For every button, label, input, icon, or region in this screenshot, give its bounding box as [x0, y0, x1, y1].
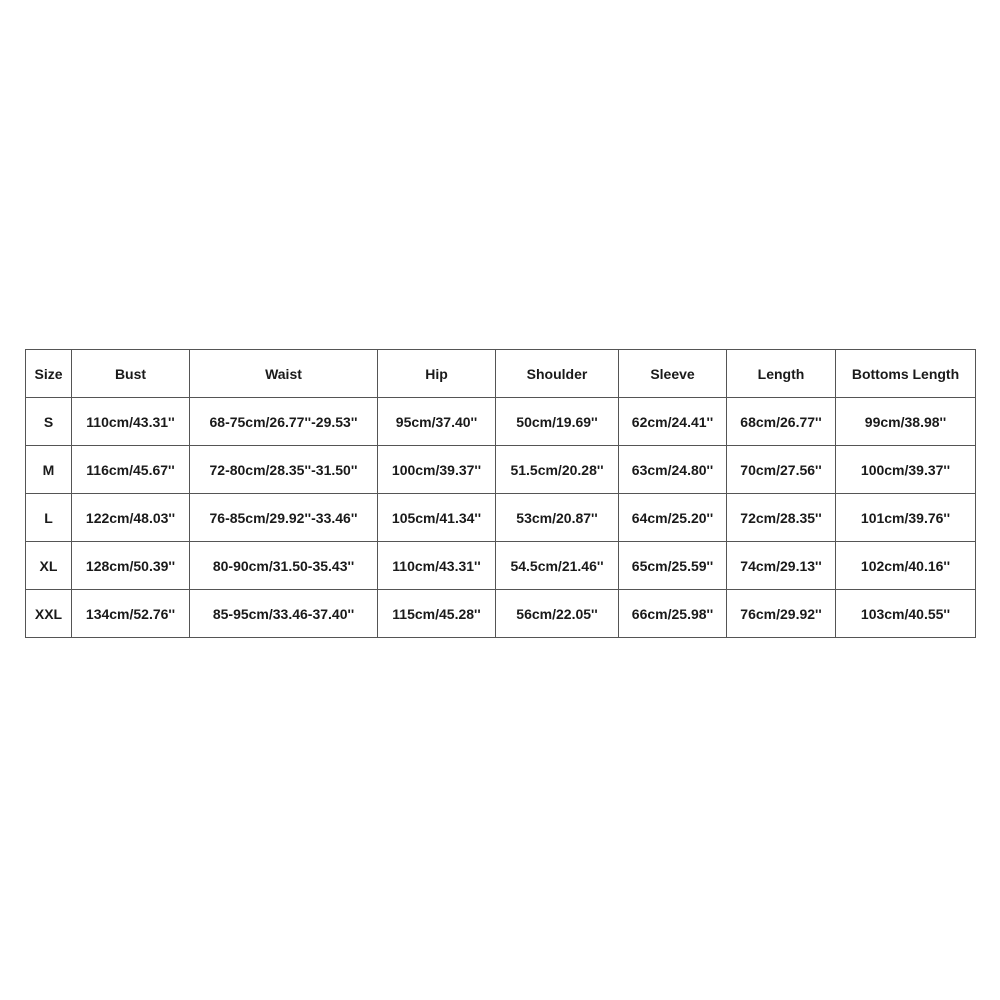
header-length: Length	[727, 350, 836, 398]
table-cell: 95cm/37.40''	[378, 398, 496, 446]
table-cell: S	[26, 398, 72, 446]
table-cell: 72cm/28.35''	[727, 494, 836, 542]
table-cell: 102cm/40.16''	[836, 542, 976, 590]
table-cell: 110cm/43.31''	[378, 542, 496, 590]
table-cell: 72-80cm/28.35''-31.50''	[190, 446, 378, 494]
table-cell: XXL	[26, 590, 72, 638]
size-chart-table	[25, 349, 976, 638]
table-row	[26, 494, 976, 542]
table-cell: 74cm/29.13''	[727, 542, 836, 590]
table-cell: 50cm/19.69''	[496, 398, 619, 446]
table-cell: 66cm/25.98''	[619, 590, 727, 638]
header-hip: Hip	[378, 350, 496, 398]
table-cell: L	[26, 494, 72, 542]
table-cell: M	[26, 446, 72, 494]
table-cell: 76cm/29.92''	[727, 590, 836, 638]
table-cell: 122cm/48.03''	[72, 494, 190, 542]
table-cell: 85-95cm/33.46-37.40''	[190, 590, 378, 638]
table-row	[26, 446, 976, 494]
table-cell: 116cm/45.67''	[72, 446, 190, 494]
header-waist: Waist	[190, 350, 378, 398]
table-row	[26, 398, 976, 446]
table-header-row	[26, 350, 976, 398]
table-cell: 51.5cm/20.28''	[496, 446, 619, 494]
table-cell: 80-90cm/31.50-35.43''	[190, 542, 378, 590]
table-cell: 53cm/20.87''	[496, 494, 619, 542]
table-cell: 62cm/24.41''	[619, 398, 727, 446]
table-cell: 100cm/39.37''	[836, 446, 976, 494]
header-bottoms-length: Bottoms Length	[836, 350, 976, 398]
table-cell: 115cm/45.28''	[378, 590, 496, 638]
table-row	[26, 590, 976, 638]
table-cell: 128cm/50.39''	[72, 542, 190, 590]
table-cell: 54.5cm/21.46''	[496, 542, 619, 590]
table-cell: 134cm/52.76''	[72, 590, 190, 638]
table-cell: 101cm/39.76''	[836, 494, 976, 542]
table-cell: 99cm/38.98''	[836, 398, 976, 446]
table-cell: 64cm/25.20''	[619, 494, 727, 542]
table-cell: 68-75cm/26.77''-29.53''	[190, 398, 378, 446]
table-cell: 110cm/43.31''	[72, 398, 190, 446]
table-cell: 65cm/25.59''	[619, 542, 727, 590]
table-row	[26, 542, 976, 590]
table-cell: 56cm/22.05''	[496, 590, 619, 638]
table-cell: 76-85cm/29.92''-33.46''	[190, 494, 378, 542]
header-sleeve: Sleeve	[619, 350, 727, 398]
table-cell: 70cm/27.56''	[727, 446, 836, 494]
header-size: Size	[26, 350, 72, 398]
table-cell: 105cm/41.34''	[378, 494, 496, 542]
table-cell: 103cm/40.55''	[836, 590, 976, 638]
header-bust: Bust	[72, 350, 190, 398]
table-cell: 63cm/24.80''	[619, 446, 727, 494]
header-shoulder: Shoulder	[496, 350, 619, 398]
table-cell: XL	[26, 542, 72, 590]
table-cell: 68cm/26.77''	[727, 398, 836, 446]
table-cell: 100cm/39.37''	[378, 446, 496, 494]
